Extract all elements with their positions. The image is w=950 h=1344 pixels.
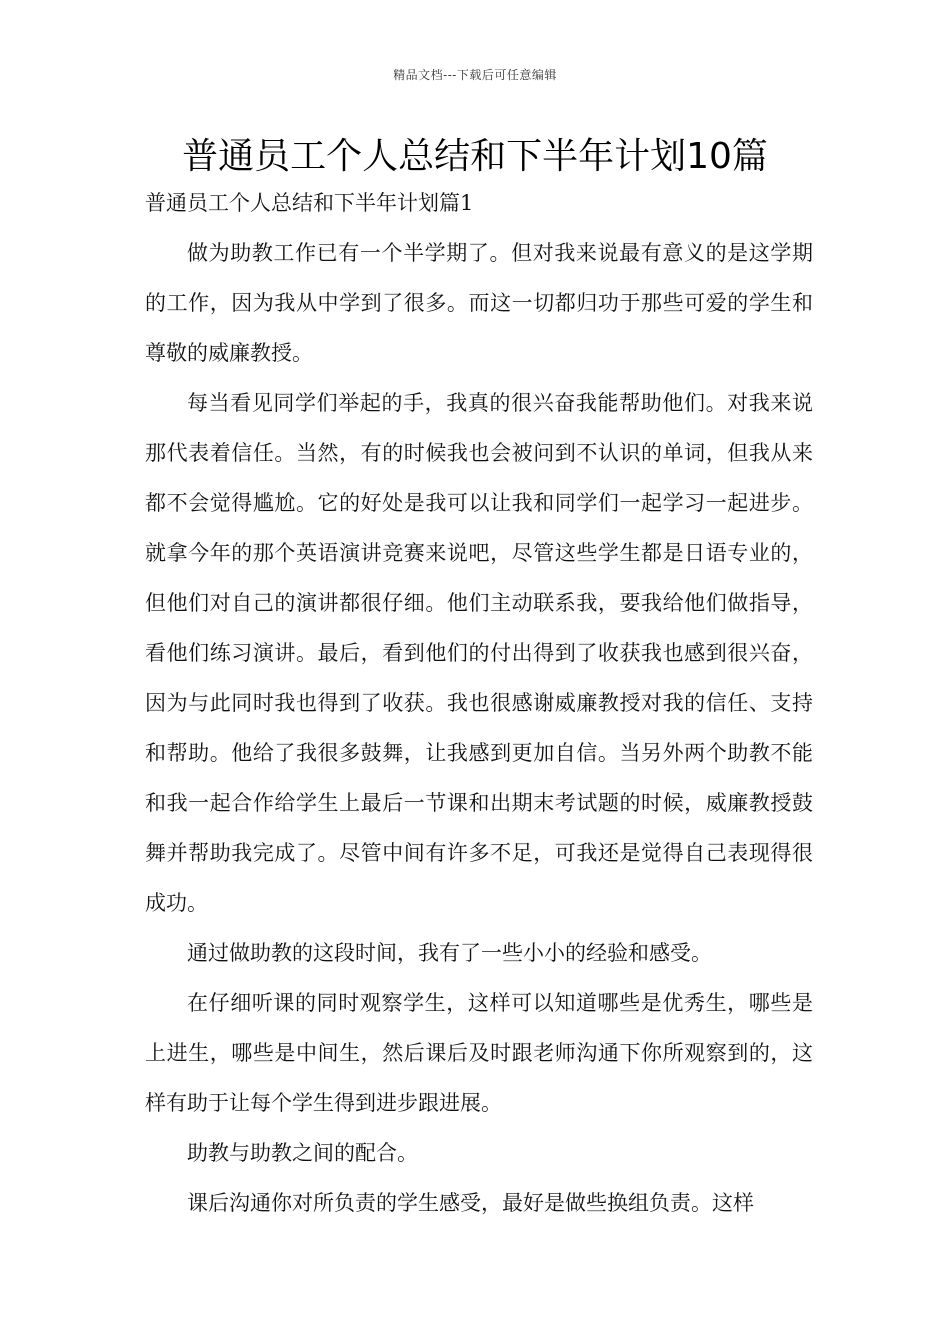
paragraph: 每当看见同学们举起的手，我真的很兴奋我能帮助他们。对我来说那代表着信任。当然，有的时候我也会被问到不认识的单词，但我从来都不会觉得尴尬。它的好处是我可以让我和同学们一起学习一起进步。就拿今年的那个英语演讲竞赛来说吧，尽管这些学生都是日语专业的，但他们对自己的演讲都很仔细。他们主动联系我，要我给他们做指导，看他们练习演讲。最后，看到他们的付出得到了收获我也感到很兴奋，因为与此同时我也得到了收获。我也很感谢威廉教授对我的信任、支持和帮助。他给了我很多鼓舞，让我感到更加自信。当另外两个助教不能和我一起合作给学生上最后一节课和出期末考试题的时候，威廉教授鼓舞并帮助我完成了。尽管中间有许多不足，可我还是觉得自己表现得很成功。 [145,391,813,915]
section-heading: 普通员工个人总结和下半年计划篇1 [145,191,474,215]
header-note: 精品文档---下载后可任意编辑 [393,68,557,82]
document-title: 普通员工个人总结和下半年计划10篇 [182,136,768,177]
document-body [145,178,813,1228]
paragraph: 助教与助教之间的配合。 [187,1141,418,1165]
paragraph: 在仔细听课的同时观察学生，这样可以知道哪些是优秀生，哪些是上进生，哪些是中间生，然后课后及时跟老师沟通下你所观察到的，这样有助于让每个学生得到进步跟进展。 [145,991,813,1115]
paragraph: 做为助教工作已有一个半学期了。但对我来说最有意义的是这学期的工作，因为我从中学到了很多。而这一切都归功于那些可爱的学生和尊敬的威廉教授。 [145,241,813,365]
paragraph: 课后沟通你对所负责的学生感受，最好是做些换组负责。这样 [187,1191,754,1215]
paragraph: 通过做助教的这段时间，我有了一些小小的经验和感受。 [187,941,712,965]
